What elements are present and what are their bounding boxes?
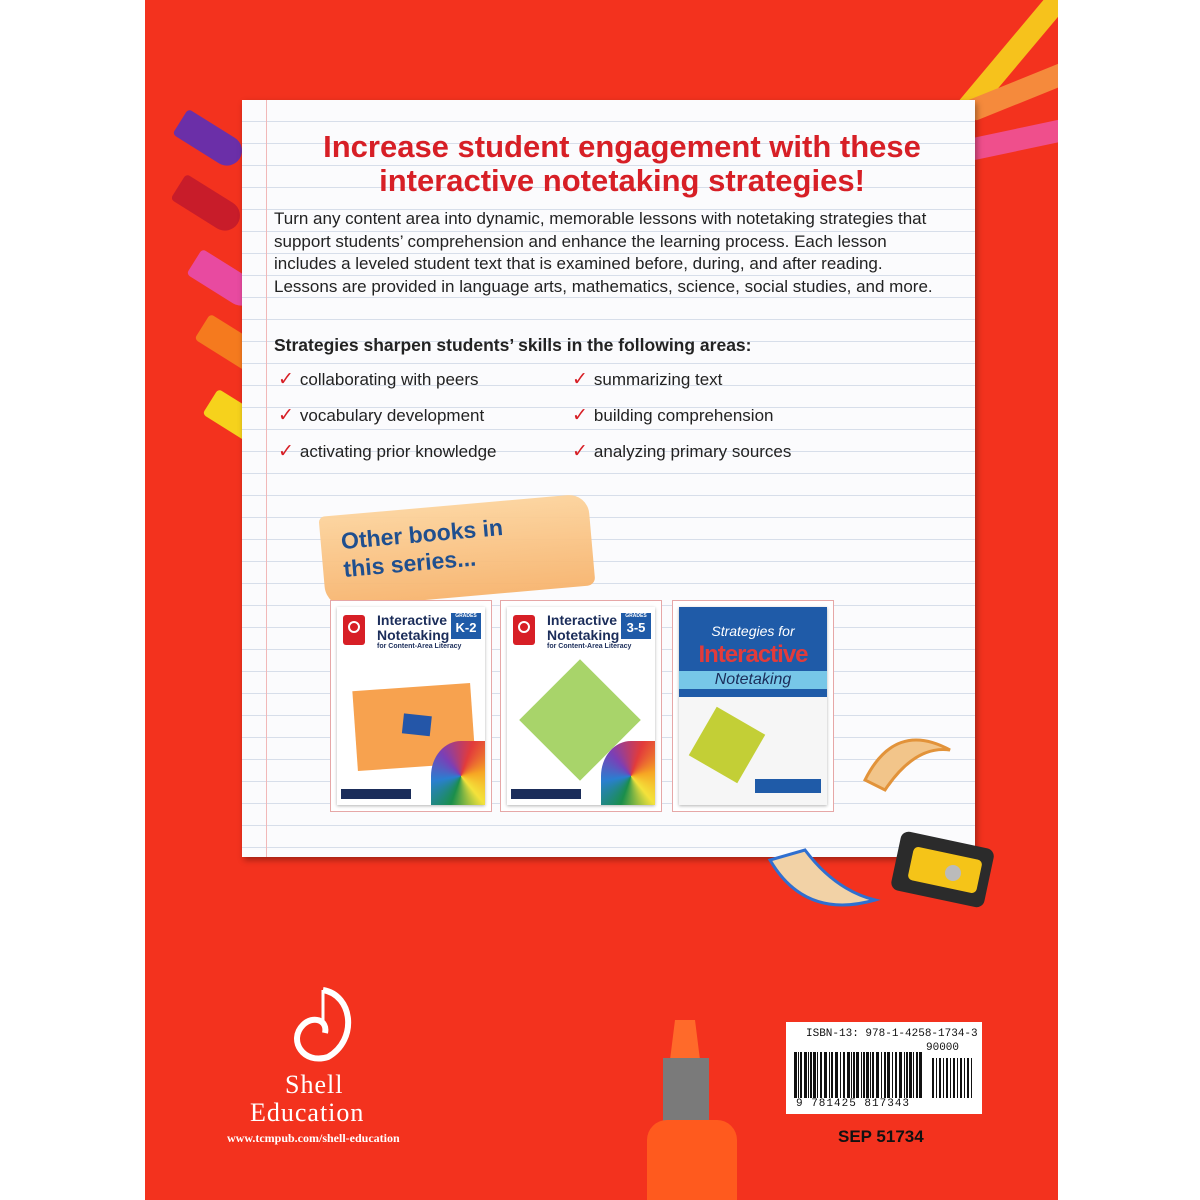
headline [282,130,962,198]
barcode-bar [835,1052,838,1098]
publisher-name-line1: Shell [285,1070,344,1099]
barcode-bar [856,1052,859,1098]
shell-logo-icon [343,615,365,645]
barcode-bar [829,1052,830,1098]
pencil-shavings [855,720,955,800]
publisher-name-line2: Education [250,1098,365,1127]
barcode-bar [843,1052,845,1098]
barcode-bar [870,1052,871,1098]
grade-label: GRADES [625,613,647,619]
barcode-bar [851,1052,852,1098]
book-title-line2: Notetaking [377,627,450,643]
margin-line [266,100,267,857]
book-back-cover [145,0,1058,1200]
skill-label: analyzing primary sources [593,442,792,461]
shell-education-logo-icon [283,985,363,1065]
barcode-bar [881,1052,882,1098]
barcode-bar [895,1052,897,1098]
grade-value: 3-5 [626,620,646,635]
barcode-bar [810,1052,812,1098]
barcode-bar [932,1058,934,1098]
skill-item [278,404,484,427]
barcode-bar [808,1052,809,1098]
grade-badge [621,613,651,639]
barcode-bar [813,1052,816,1098]
barcode-bar [794,1052,797,1098]
barcode-bar [904,1052,905,1098]
headline-line2: interactive notetaking strategies! [379,163,865,198]
barcode-bar [872,1052,874,1098]
purple-marker [172,109,247,172]
barcode-bar [824,1052,827,1098]
barcode-bar [847,1052,850,1098]
check-icon: ✓ [278,441,294,462]
barcode-bar [820,1052,822,1098]
barcode-bar [800,1052,802,1098]
barcode-bar [876,1052,879,1098]
skill-item [572,368,722,391]
skill-item [572,440,791,463]
skills-heading: Strategies sharpen students’ skills in the following areas: [274,335,752,355]
book-cover-k2[interactable] [330,600,492,812]
barcode-bar [817,1052,818,1098]
product-code: SEP 51734 [838,1127,924,1146]
barcode-bar [971,1058,972,1098]
check-icon: ✓ [572,369,588,390]
skill-label: summarizing text [593,370,723,389]
skill-item [278,440,496,463]
barcode-bar [798,1052,799,1098]
barcode-box [786,1022,982,1114]
barcode-bar [884,1052,886,1098]
pencil-shavings [765,830,885,920]
publisher-url: www.tcmpub.com/shell-education [227,1131,400,1145]
skill-label: collaborating with peers [299,370,479,389]
barcode-bar [964,1058,965,1098]
barcode-bar [939,1058,941,1098]
barcode-bar [919,1052,922,1098]
barcode-bars [792,1052,976,1098]
author-strip [755,779,821,793]
barcode-bar [840,1052,841,1098]
series-line1: Other books in [339,514,504,555]
book-title [377,613,449,643]
barcode-bar [946,1058,948,1098]
barcode-bar [957,1058,958,1098]
color-fan-image [431,741,485,805]
skill-label: activating prior knowledge [299,442,497,461]
barcode-bar [960,1058,962,1098]
isbn-text: ISBN-13: 978-1-4258-1734-3 [806,1028,978,1040]
price-code: 90000 [926,1042,960,1054]
book-title-line2: Interactive [698,641,808,668]
grade-value: K-2 [455,620,477,635]
book-frame [337,607,485,805]
check-icon: ✓ [278,405,294,426]
pencil-sharpener [885,815,1005,925]
barcode-bar [936,1058,937,1098]
barcode-bar [899,1052,902,1098]
skill-item [278,368,479,391]
barcode-bar [950,1058,951,1098]
intro-paragraph: Turn any content area into dynamic, memorable lessons with notetaking strategies that support students’ comprehension and enhance the learning process. Each lesson includes a leveled student text that is examined before, during, and after reading. Lessons are provided in language arts, mathematics, science, social studies, and more. [274,209,933,296]
color-fan-image [601,741,655,805]
barcode-bar [863,1052,865,1098]
red-marker [170,174,245,237]
book-frame [679,607,827,805]
skill-label: vocabulary development [299,406,485,425]
barcode-bar [892,1052,893,1098]
barcode-bar [861,1052,862,1098]
publisher-strip [511,789,581,799]
barcode-bar [906,1052,908,1098]
publisher-strip [341,789,411,799]
check-icon: ✓ [278,369,294,390]
book-title-line1: Strategies for [711,623,795,639]
grade-badge [451,613,481,639]
book-subtitle: for Content-Area Literacy [377,643,462,650]
book-title-line2: Notetaking [547,627,620,643]
shell-logo-icon [513,615,535,645]
barcode-bar [853,1052,855,1098]
book-title-line3: Notetaking [679,671,827,689]
barcode-bar [916,1052,918,1098]
check-icon: ✓ [572,441,588,462]
series-line2: this series... [342,544,478,582]
check-icon: ✓ [572,405,588,426]
book-cover-strategies[interactable] [672,600,834,812]
book-title [547,613,619,643]
book-cover-3-5[interactable] [500,600,662,812]
grade-label: GRADES [455,613,477,619]
barcode-bar [831,1052,833,1098]
skill-label: building comprehension [593,406,774,425]
barcode-bar [804,1052,807,1098]
barcode-bar [909,1052,912,1098]
barcode-bar [967,1058,969,1098]
barcode-bar [953,1058,955,1098]
book-title-line1: Interactive [547,612,618,628]
barcode-bar [913,1052,914,1098]
headline-line1: Increase student engagement with these [323,129,921,164]
skill-item [572,404,773,427]
book-title-line1: Interactive [377,612,448,628]
book-subtitle: for Content-Area Literacy [547,643,632,650]
barcode-bar [866,1052,869,1098]
barcode-bar [943,1058,944,1098]
barcode-number: 9 781425 817343 [796,1098,911,1110]
book-frame [507,607,655,805]
highlighter [635,1020,755,1200]
barcode-bar [887,1052,890,1098]
